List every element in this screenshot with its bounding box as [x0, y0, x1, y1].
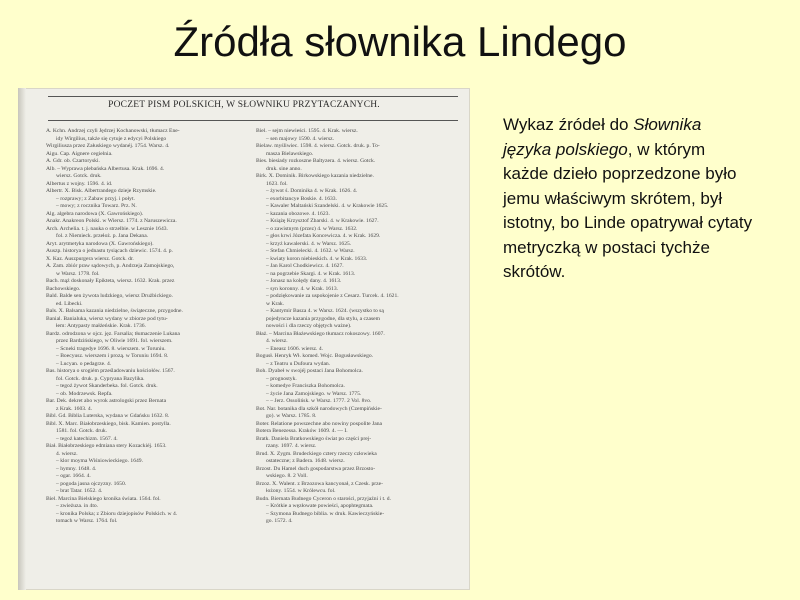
scan-entry-line: Boter. Relatione powszechne abo nowiny pospolite Jana: [256, 420, 382, 427]
scan-entry-line: ed. Libecki.: [56, 300, 83, 307]
scan-entry-line: przez Bardzińskiego, w Oliwie 1691. fol. wierszem.: [56, 338, 173, 344]
scan-entry-line: Bielaw. myśliwiec. 1598. 4. wiersz. Gotck. druk. p. To-: [256, 143, 380, 149]
caption-text: [503, 113, 753, 285]
scan-entry-line: – mowy; z rocznika Towarz. Prz. N.: [56, 203, 137, 209]
scan-entry-line: – brat Tatar. 1652. 4.: [56, 488, 103, 494]
scan-entry-line: – pogoda jasna ojczyzny. 1650.: [56, 480, 127, 487]
scan-entry-line: Auszp. historya o jednastu tysiącach dziewic. 1574. 4. p.: [46, 248, 173, 254]
scan-header: POCZET PISM POLSKICH, W SŁOWNIKU PRZYTACZANYCH.: [108, 100, 380, 110]
scan-entry-line: – kronika Polska; z Zbioru dziejopisów Polskich. w 4.: [56, 510, 178, 517]
scan-entry-line: – o zawistnym (przez) 4. w Warsz. 1632.: [266, 225, 358, 232]
scan-entry-line: ostateczne; z Badera. 1648. wiersz.: [266, 458, 345, 464]
scan-entry-line: Anakr. Anakreon Polski. w Wiersz. 1774. z Naruszewicza.: [46, 218, 177, 224]
scan-entry-line: z Krak. 1603. 4.: [56, 405, 93, 412]
scan-entry-line: Boh. Dyabeł w swojéj postaci Jana Bohomolca.: [256, 368, 363, 374]
scan-entry-line: Bratk. Daniela Bratkowskiego świat po części prej-: [256, 435, 372, 442]
scan-entry-line: Albertus z wojny. 1596. 4. id.: [46, 180, 113, 187]
scan-entry-line: nowości i dla rzeczy objętych ważne).: [266, 323, 352, 329]
scan-entry-line: Alb. – Wyprawa plebańska Albertusa. Krak. 1696. 4.: [46, 165, 165, 172]
scan-entry-line: tomach w Warsz. 1764. fol.: [56, 518, 118, 524]
scan-entry-line: łożony. 1554. w Królewcu. fol.: [266, 488, 336, 494]
scan-entry-line: Wirgiliusza przez Załuskiego wydanéj. 1754. Warsz. 4.: [46, 143, 170, 149]
caption-part1: Wykaz źródeł do: [503, 115, 634, 134]
scan-entry-line: fol. Gotck. druk. p. Cypryana Bazylika.: [56, 375, 145, 382]
scan-entry-line: Brzost. Du Hamel duch gospodarstwa przez Brzosto-: [256, 465, 376, 472]
scan-entry-line: Alg. algebra narodowa (X. Gawrońskiego).: [46, 210, 144, 217]
scan-entry-line: Bach. mąż doskonały Epikteta, wiersz. 1632. Krak. przez: [46, 278, 175, 284]
scan-entry-line: Banial. Banialuka, wiersz wydany w zbiorze pod tytu-: [46, 315, 168, 322]
scan-entry-line: – kazania obozowe. 4. 1623.: [266, 210, 330, 217]
scan-entry-line: – głos krwi Józefata Koncewicza. 4. w Krak. 1629.: [266, 233, 381, 239]
scan-entry-line: 4. wiersz.: [266, 338, 288, 344]
scan-entry-line: – Książę Krzysztof Zbarski. 4. w Krakowie. 1627.: [266, 218, 379, 224]
scan-entry-line: Bot. Nar. botanika dla szkół narodowych (Czempińskie-: [256, 405, 382, 412]
scan-entry-line: Bachowskiego.: [46, 285, 81, 292]
scan-entry-line: – syn koronny. 4. w Krak. 1613.: [266, 285, 339, 292]
scan-entry-line: Brud. X. Zygm. Brudeckiego cztery rzeczy człowieka: [256, 450, 377, 457]
scan-entry-line: – Kantymir Basza 4. w Warsz. 1624. (wszystko to są: [266, 308, 384, 314]
scan-entry-line: Aigu. Cap. Aignere cegielnia.: [46, 150, 113, 157]
scan-entry-line: Bogusł. Henryk Wł. komed. Wojc. Bogusławskiego.: [256, 353, 374, 359]
scan-entry-line: Bardz. odrodzona w ojcz. jęz. Farsalia; tłumaczenie Lukana: [46, 330, 180, 337]
scan-entry-line: wskiego. 8. 2 Voll.: [266, 473, 308, 479]
scan-entry-line: Bibl. Gd. Biblia Luterska, wydana w Gdańsku 1632. 8.: [46, 413, 170, 419]
scan-entry-line: – tegoż żywot Skanderbeka. fol. Gotck. druk.: [56, 383, 158, 389]
scan-entry-line: – Jan Karol Chodkiewicz. 4. 1627.: [266, 263, 344, 269]
scan-entry-line: Biał. Białobrzeskiego edmiana stery Kozackiéj. 1653.: [46, 443, 167, 449]
scan-entry-line: – exorbitancye Boskie. 4. 1633.: [266, 195, 337, 202]
scan-entry-line: Bar. Dek. dekret abo wyrok astrologski przez Bernata: [46, 398, 167, 404]
scan-entry-line: A. Gdr. ob. Czartoryski.: [46, 158, 100, 164]
scan-entry-line: Brzoz. X. Walent. z Brzozowa kancyonał, z Czesk. prze-: [256, 480, 383, 487]
scan-entry-line: 1581. fol. Gotck. druk.: [56, 428, 108, 434]
scan-entry-line: – żywot ś. Dominika 4. w Krak. 1626. 4.: [266, 188, 358, 194]
scan-entry-line: Biel. – sejm niewieści. 1595. 4. Krak. wiersz.: [256, 128, 358, 134]
page-binding-shadow: [18, 88, 26, 590]
scan-entry-line: – Lucyan. o pedagrze. 4.: [56, 360, 112, 367]
scan-entry-line: fol. z Niemieck. przełoż. p. Jana Dekana.: [56, 233, 149, 239]
scan-entry-line: Błaż. – Marcina Błażewskiego tłumacz rokoszowy. 1607.: [256, 330, 385, 337]
scan-entry-line: – podziękowanie za uspokojenie z Cesarz. Turcek. 4. 1621.: [266, 293, 399, 299]
scan-entry-line: go. 1572. 4.: [266, 518, 293, 524]
scan-entry-line: Birk. X. Dominik. Birkowskiego kazania niedzielne.: [256, 173, 374, 179]
scan-entry-line: – życie Jana Zamojskiego. w Warsz. 1775.: [266, 390, 362, 397]
scan-entry-line: – Boecyusz. wierszem i prozą. w Toruniu 1694. 8.: [56, 353, 169, 359]
scan-entry-line: Botera Benezessa. Kraków 1609. 4. — I.: [256, 428, 348, 434]
scan-entry-line: Biel. Marcina Bielskiego kronika świata. 1564. fol.: [46, 495, 161, 502]
scan-entry-line: A. Kchn. Andrzej czyli Jędrzej Kochanowski, tłumacz Ene-: [46, 128, 180, 134]
scan-entry-line: idy Wirgilius, także się cytuje z edycyi Polskiego: [56, 135, 167, 142]
scan-entry-line: w Krak.: [266, 300, 285, 307]
scan-entry-line: Bies. biesiady rozkoszne Baltyzera. 4. wiersz. Gotck.: [256, 158, 376, 164]
scan-entry-line: Aryt. arytmetyka narodowa (X. Gawrońskiego).: [46, 240, 154, 247]
header-rule-top: [48, 96, 458, 97]
scan-entry-line: – Krótkie a węzłowate powieści, apophtegmata.: [266, 503, 374, 509]
scan-entry-line: – z Teatru u Dufoura wydan.: [266, 360, 331, 367]
scan-entry-line: Bals. X. Balsama kazania niedzielne, świąteczne, przygodne.: [46, 308, 183, 314]
scan-entry-line: – – Jerz. Ossolińsk. w Warsz. 1777. 2 Vol. 8vo.: [266, 398, 372, 404]
scan-entry-line: łem: Antypasty małżeńskie. Krak. 1736.: [56, 323, 146, 329]
scan-entry-line: Bibl. X. Marc. Białobrzeskiego, bisk. Kamien. postylla.: [46, 420, 171, 427]
scan-right-column: [256, 128, 458, 588]
scan-entry-line: masza Bielawskiego.: [266, 150, 314, 157]
scan-entry-line: – hymny. 1648. 4.: [56, 465, 97, 472]
scan-entry-line: – krzyż kawalerski. 4. w Warsz. 1625.: [266, 240, 352, 247]
scan-entry-line: A. Zam. zbiór praw sądowych, p. Andrzeja Zamojskiego,: [46, 263, 175, 269]
scan-entry-line: – sen majowy 1590. 4. wiersz.: [266, 135, 335, 142]
scan-entry-line: – komedye Franciszka Bohomolca.: [266, 383, 345, 389]
scan-entry-line: – ob. Modrzewsk. Repfa.: [56, 390, 113, 397]
scan-entry-line: – Eneasz 1606. wiersz. 4.: [266, 345, 324, 352]
scan-entry-line: go). w Warsz. 1785. 8.: [266, 413, 317, 419]
scan-entry-line: – Scneki tragedye 1696. 8. wierszem. w Toruniu.: [56, 345, 166, 352]
scan-entry-line: wiersz. Gotck. druk.: [56, 173, 102, 179]
scan-entry-line: Budn. Biernata Budnego Cyceron o starości, przyjaźni i t. d.: [256, 495, 391, 502]
scan-entry-line: – na pogrzebie Skargi. 4. w Krak. 1613.: [266, 270, 356, 277]
scan-entry-line: – Szymona Budnego biblia. w druk. Kawieczyńskie-: [266, 510, 385, 517]
scan-entry-line: Albertr. X. Bisk. Albertrandego dzieje Rzymskie.: [46, 188, 157, 194]
scan-entry-line: druk. sine anno.: [266, 165, 302, 172]
scan-entry-line: – kwiaty koron niebieskich. 4. w Krak. 1633.: [266, 255, 368, 262]
scan-left-column: [46, 128, 248, 588]
scan-entry-line: – rozprawy; z Zabaw przyj. i połyt.: [56, 195, 135, 202]
scanned-page: [18, 88, 470, 590]
scan-entry-line: – ogar. 1664. 4.: [56, 473, 91, 479]
slide-title: Źródła słownika Lindego: [173, 18, 627, 65]
scan-entry-line: – Jonasz na kolędy dany. 4. 1613.: [266, 278, 342, 284]
scan-entry-line: rzany. 1697. 4. wiersz.: [266, 443, 317, 449]
scan-entry-line: 1623. fol.: [266, 180, 288, 187]
header-rule-bottom: [48, 120, 458, 121]
scan-entry-line: 4. wiersz.: [56, 450, 78, 457]
scan-entry-line: pojedyncze kazania przygodne, dla stylu, a czasem: [266, 315, 380, 322]
scan-entry-line: – prognostyk.: [266, 375, 297, 382]
caption-part2: , w którym każde dzieło poprzedzone było jemu właściwym skrótem, był istotny, bo Linde opatrywał cytaty metryczką w postaci tychże skrótów.: [503, 139, 753, 281]
scan-entry-line: Bald. Balde sen żywota ludzkiego, wiersz Drużbickiego.: [46, 293, 173, 299]
scan-entry-line: – tegoż katechizm. 1567. 4.: [56, 435, 118, 442]
scan-entry-line: X. Kaz. Auszpurgera wiersz. Gotck. dr.: [46, 255, 134, 262]
caption-italic-title: Słownika języka polskiego: [503, 115, 702, 159]
scan-entry-line: – zwieżuza. in 4to.: [56, 503, 99, 509]
scan-entry-line: – klor moyma Wiśniowieckiego. 1649.: [56, 458, 143, 464]
scan-entry-line: – Stefan Chmielecki. 4. 1632. w Warsz.: [266, 248, 355, 254]
scan-entry-line: Arch. Archelia. t. j. nauka o strzelbie. w Lesznie 1643.: [46, 225, 168, 232]
scan-entry-line: – Kawaler Maltański Szandelski. 4. w Krakowie 1625.: [266, 203, 389, 209]
scan-entry-line: w Warsz. 1778. fol.: [56, 270, 100, 277]
scan-entry-line: Bas. historya o srogiém prześladowaniu kościołów. 1567.: [46, 368, 175, 374]
